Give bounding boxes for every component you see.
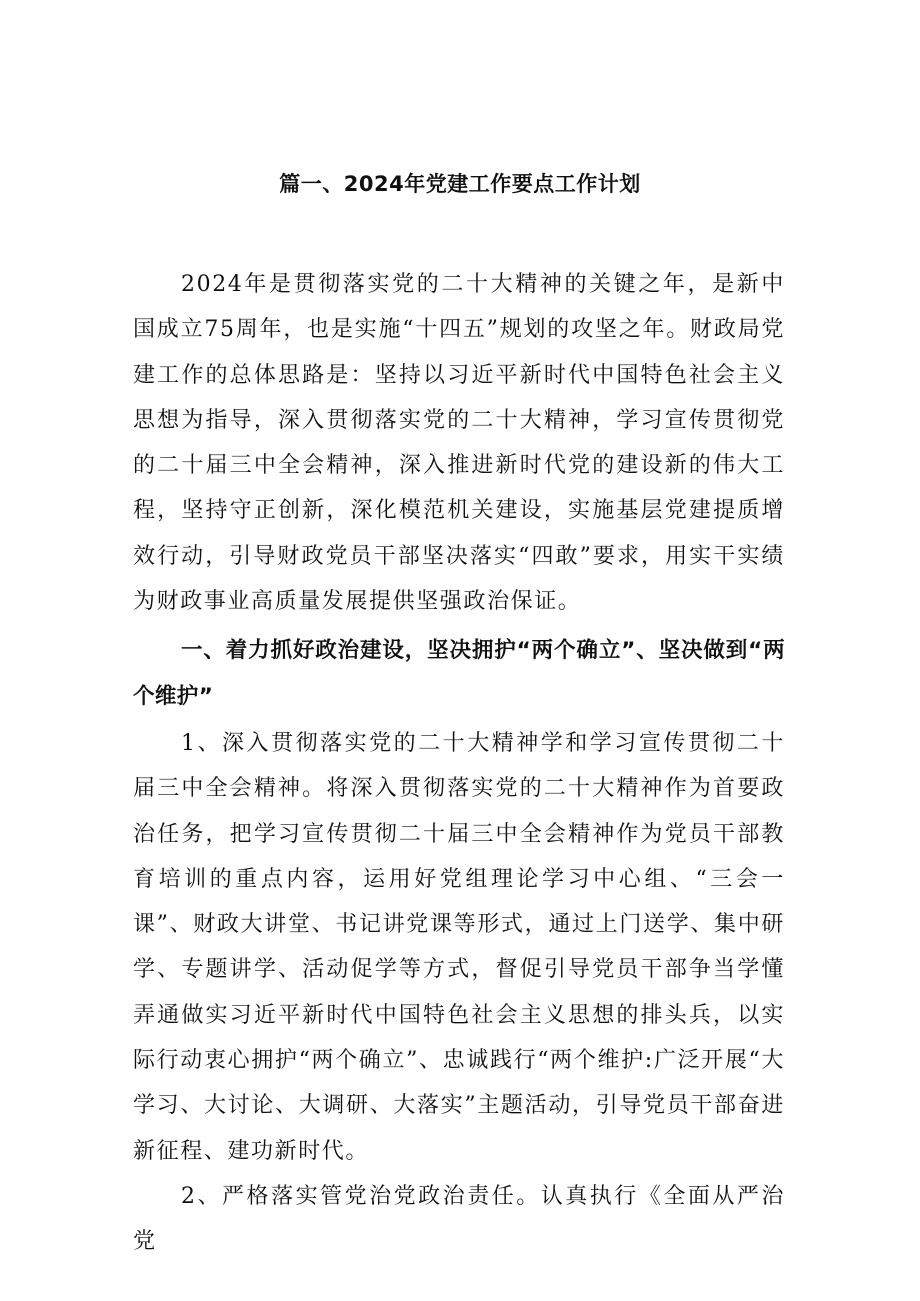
item-paragraph-2: 2、严格落实管党治党政治责任。认真执行《全面从严治党 bbox=[133, 1183, 785, 1255]
document-title: 篇一、2024年党建工作要点工作计划 bbox=[279, 172, 641, 196]
item-paragraph-1: 1、深入贯彻落实党的二十大精神学和学习宣传贯彻二十届三中全会精神。将深入贯彻落实党的二十大精神作为首要政治任务，把学习宣传贯彻二十届三中全会精神作为党员干部教育培训的重点内容，运用好党组理论学习中心组、“三会一课”、财政大讲堂、书记讲党课等形式，通过上门送学、集中研学、专题讲学、活动促学等方式，督促引导党员干部争当学懂弄通做实习近平新时代中国特色社会主义思想的排头兵，以实际行动衷心拥护“两个确立”、忠诚践行“两个维护:广泛开展“大学习、大讨论、大调研、大落实”主题活动，引导党员干部奋进新征程、建功新时代。 bbox=[133, 730, 785, 1164]
intro-paragraph: 2024年是贯彻落实党的二十大精神的关键之年，是新中国成立75周年，也是实施“十四五”规划的攻坚之年。财政局党建工作的总体思路是：坚持以习近平新时代中国特色社会主义思想为指导，深入贯彻落实党的二十大精神，学习宣传贯彻党的二十届三中全会精神，深入推进新时代党的建设新的伟大工程，坚持守正创新，深化模范机关建设，实施基层党建提质增效行动，引导财政党员干部坚决落实“四敢”要求，用实干实绩为财政事业高质量发展提供坚强政治保证。 bbox=[133, 272, 785, 615]
document-body bbox=[133, 262, 785, 1265]
section-heading-1: 一、着力抓好政治建设，坚决拥护“两个确立”、坚决做到“两个维护” bbox=[133, 638, 785, 709]
